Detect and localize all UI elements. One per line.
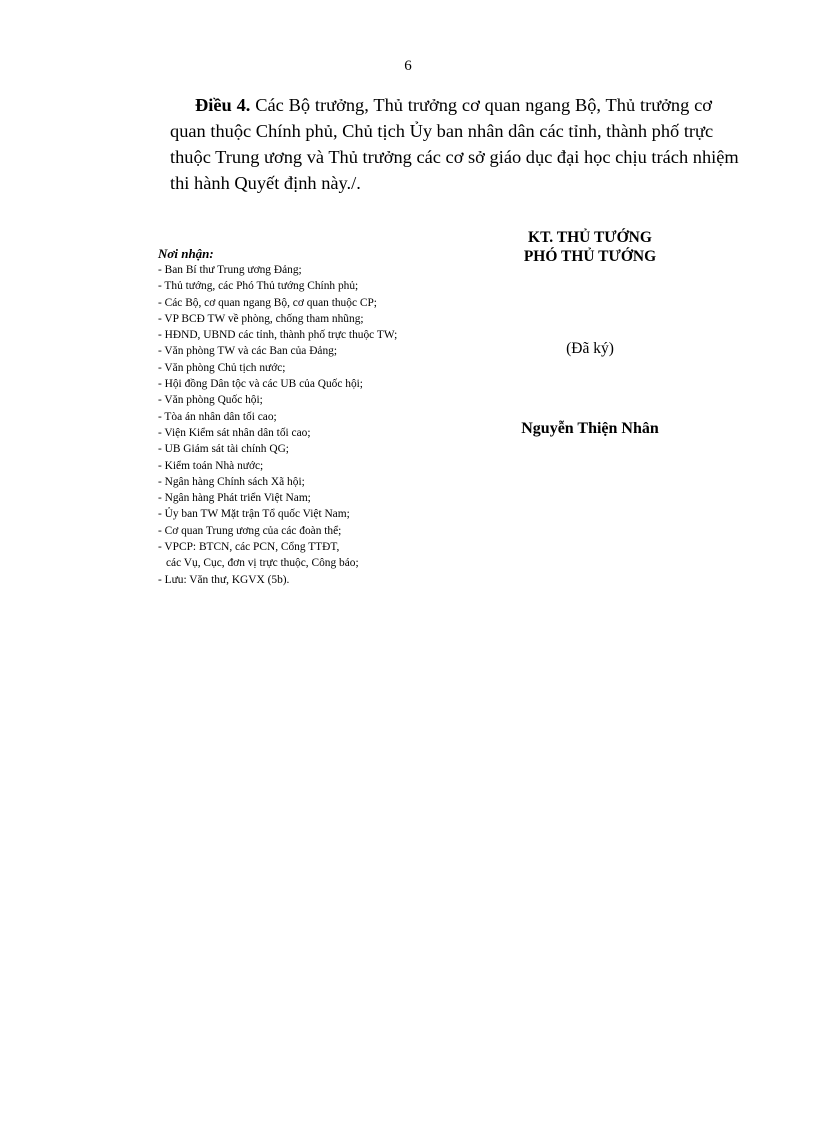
recipient-item: - Viện Kiểm sát nhân dân tối cao; (158, 426, 311, 439)
article-text-1: Các Bộ trưởng, Thủ trưởng cơ quan ngang Bộ, Thủ trưởng cơ (255, 95, 712, 115)
recipient-item: - Các Bộ, cơ quan ngang Bộ, cơ quan thuộc CP; (158, 296, 377, 309)
recipient-item: - Văn phòng Quốc hội; (158, 394, 263, 407)
article-label: Điều 4. (195, 95, 251, 115)
article-line-2: quan thuộc Chính phủ, Chủ tịch Ủy ban nhân dân các tỉnh, thành phố trực (170, 121, 714, 141)
recipient-item: - Tòa án nhân dân tối cao; (158, 410, 277, 423)
article-line-1 (170, 92, 712, 118)
signer-name: Nguyễn Thiện Nhân (521, 420, 659, 437)
signature-title-line2: PHÓ THỦ TƯỚNG (523, 248, 657, 265)
article-4 (170, 92, 739, 196)
recipient-item: - VP BCĐ TW về phòng, chống tham nhũng; (158, 312, 364, 325)
signature-block (500, 228, 680, 439)
recipient-item: - Ủy ban TW Mặt trận Tổ quốc Việt Nam; (158, 508, 350, 521)
recipient-item: - Ngân hàng Chính sách Xã hội; (158, 475, 305, 488)
recipient-item: các Vụ, Cục, đơn vị trực thuộc, Công báo; (166, 557, 359, 570)
signature-title-line1: KT. THỦ TƯỚNG (528, 229, 652, 246)
recipient-item: - VPCP: BTCN, các PCN, Cổng TTĐT, (158, 541, 340, 554)
signed-note: (Đã ký) (566, 340, 614, 357)
recipient-item: - UB Giám sát tài chính QG; (158, 443, 289, 456)
recipients-list (158, 262, 478, 588)
recipient-item: - Văn phòng Chủ tịch nước; (158, 361, 286, 374)
recipient-item: - Thủ tướng, các Phó Thủ tướng Chính phủ; (158, 280, 359, 293)
page-number: 6 (404, 58, 412, 74)
recipients-heading: Nơi nhận: (158, 246, 214, 261)
recipient-item: - Văn phòng TW và các Ban của Đảng; (158, 345, 338, 358)
article-line-4: thi hành Quyết định này./. (170, 173, 361, 193)
recipient-item: - Cơ quan Trung ương của các đoàn thể; (158, 524, 342, 537)
article-line-3: thuộc Trung ương và Thủ trưởng các cơ sở giáo dục đại học chịu trách nhiệm (170, 147, 739, 167)
recipients-block (158, 246, 478, 588)
recipient-item: - Ban Bí thư Trung ương Đảng; (158, 264, 302, 276)
recipient-item: - HĐND, UBND các tỉnh, thành phố trực thuộc TW; (158, 329, 398, 342)
recipient-item: - Lưu: Văn thư, KGVX (5b). (158, 573, 290, 586)
recipient-item: - Hội đồng Dân tộc và các UB của Quốc hội; (158, 378, 363, 391)
recipient-item: - Ngân hàng Phát triển Việt Nam; (158, 492, 311, 505)
recipient-item: - Kiểm toán Nhà nước; (158, 459, 264, 472)
